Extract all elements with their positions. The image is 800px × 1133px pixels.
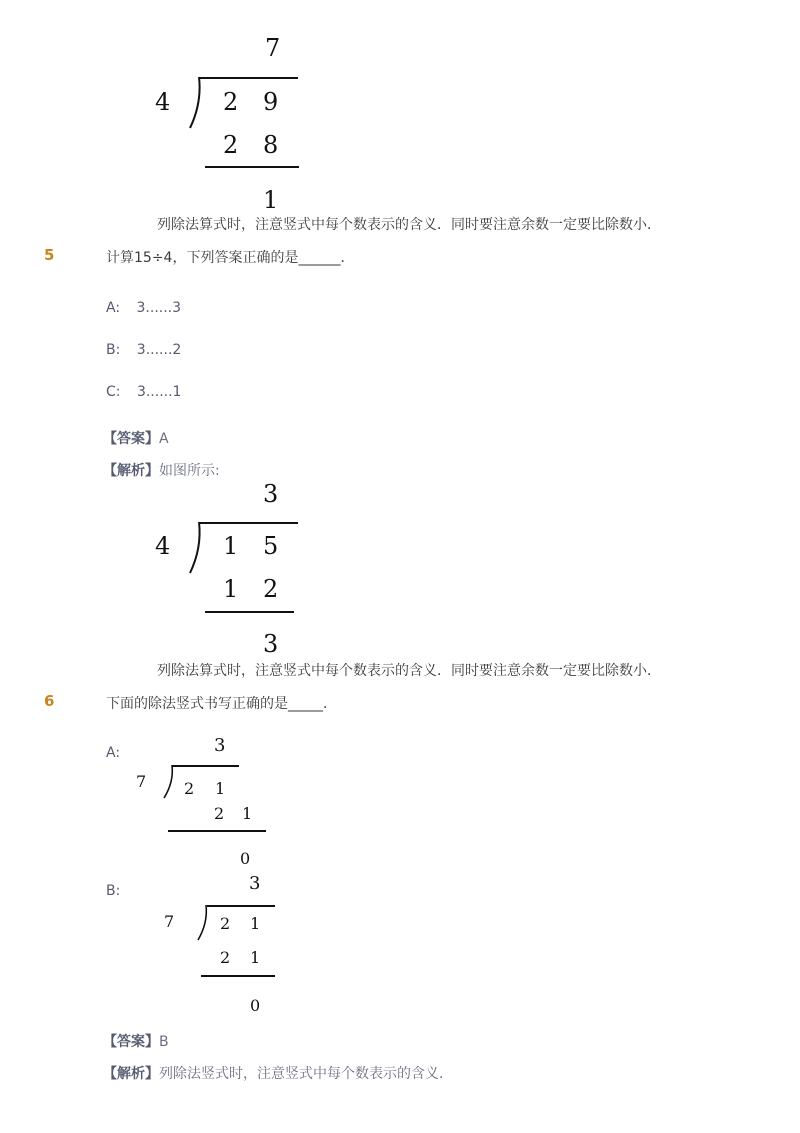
analysis-tag: 【解析】: [103, 463, 159, 479]
analysis-text: 列除法竖式时，注意竖式中每个数表示的含义．: [159, 1066, 453, 1082]
remainder: 1: [263, 186, 279, 214]
subtraction-line: [205, 166, 299, 168]
product-digit: 2: [220, 948, 231, 967]
question-number: 5: [44, 246, 55, 264]
remainder: 0: [250, 996, 261, 1015]
division-bar: [172, 765, 239, 767]
analysis-text: 如图所示:: [159, 463, 220, 479]
option-value: 3......2: [136, 342, 182, 358]
quotient: 3: [214, 735, 226, 756]
question-text: 计算15÷4，下列答案正确的是______．: [106, 250, 355, 266]
subtraction-line: [201, 975, 275, 977]
option-b[interactable]: [106, 342, 181, 358]
answer-line: [103, 428, 169, 448]
division-bracket: [188, 77, 202, 129]
division-bracket: [188, 522, 202, 574]
answer-tag: 【答案】: [103, 431, 159, 447]
dividend-digit: 1: [215, 779, 226, 798]
answer-value: B: [159, 1034, 169, 1050]
option-c[interactable]: [106, 384, 181, 400]
analysis-tag: 【解析】: [103, 1066, 159, 1082]
division-bar: [199, 522, 298, 524]
divisor: 7: [164, 912, 175, 931]
question-number: 6: [44, 692, 55, 710]
divisor: 7: [136, 772, 147, 791]
answer-line: [103, 1031, 169, 1051]
question-text: 下面的除法竖式书写正确的是_____．: [106, 696, 337, 712]
dividend-digit: 5: [263, 532, 279, 560]
product-digit: 2: [223, 131, 239, 159]
option-value: 3......1: [136, 384, 182, 400]
product-digit: 1: [223, 575, 239, 603]
dividend-digit: 9: [263, 88, 279, 116]
option-label: C:: [106, 384, 121, 400]
dividend-digit: 2: [223, 88, 239, 116]
dividend-digit: 1: [223, 532, 239, 560]
subtraction-line: [205, 611, 294, 613]
option-a[interactable]: [106, 300, 181, 316]
dividend-digit: 2: [220, 914, 231, 933]
product-digit: 2: [263, 575, 279, 603]
answer-tag: 【答案】: [103, 1034, 159, 1050]
analysis-line: [103, 1063, 453, 1083]
answer-value: A: [159, 431, 169, 447]
product-digit: 1: [250, 948, 261, 967]
quotient: 7: [265, 34, 281, 62]
option-label: B:: [106, 883, 121, 899]
remainder: 3: [263, 630, 279, 658]
division-bracket: [162, 765, 174, 799]
option-label: B:: [106, 342, 121, 358]
division-bar: [207, 905, 275, 907]
subtraction-line: [168, 830, 266, 832]
remainder: 0: [240, 849, 251, 868]
dividend-digit: 2: [184, 779, 195, 798]
product-digit: 8: [263, 131, 279, 159]
division-bracket: [196, 905, 208, 941]
division-bar: [199, 77, 298, 79]
analysis-line: [103, 460, 220, 480]
product-digit: 1: [242, 804, 253, 823]
divisor: 4: [155, 532, 171, 560]
quotient: 3: [263, 480, 279, 508]
quotient: 3: [249, 873, 261, 894]
division-note: 列除法算式时，注意竖式中每个数表示的含义．同时要注意余数一定要比除数小．: [157, 217, 661, 233]
product-digit: 2: [214, 804, 225, 823]
division-note: 列除法算式时，注意竖式中每个数表示的含义．同时要注意余数一定要比除数小．: [157, 663, 661, 679]
divisor: 4: [155, 88, 171, 116]
option-label: A:: [106, 300, 121, 316]
option-label: A:: [106, 745, 121, 761]
dividend-digit: 1: [250, 914, 261, 933]
option-value: 3......3: [136, 300, 182, 316]
